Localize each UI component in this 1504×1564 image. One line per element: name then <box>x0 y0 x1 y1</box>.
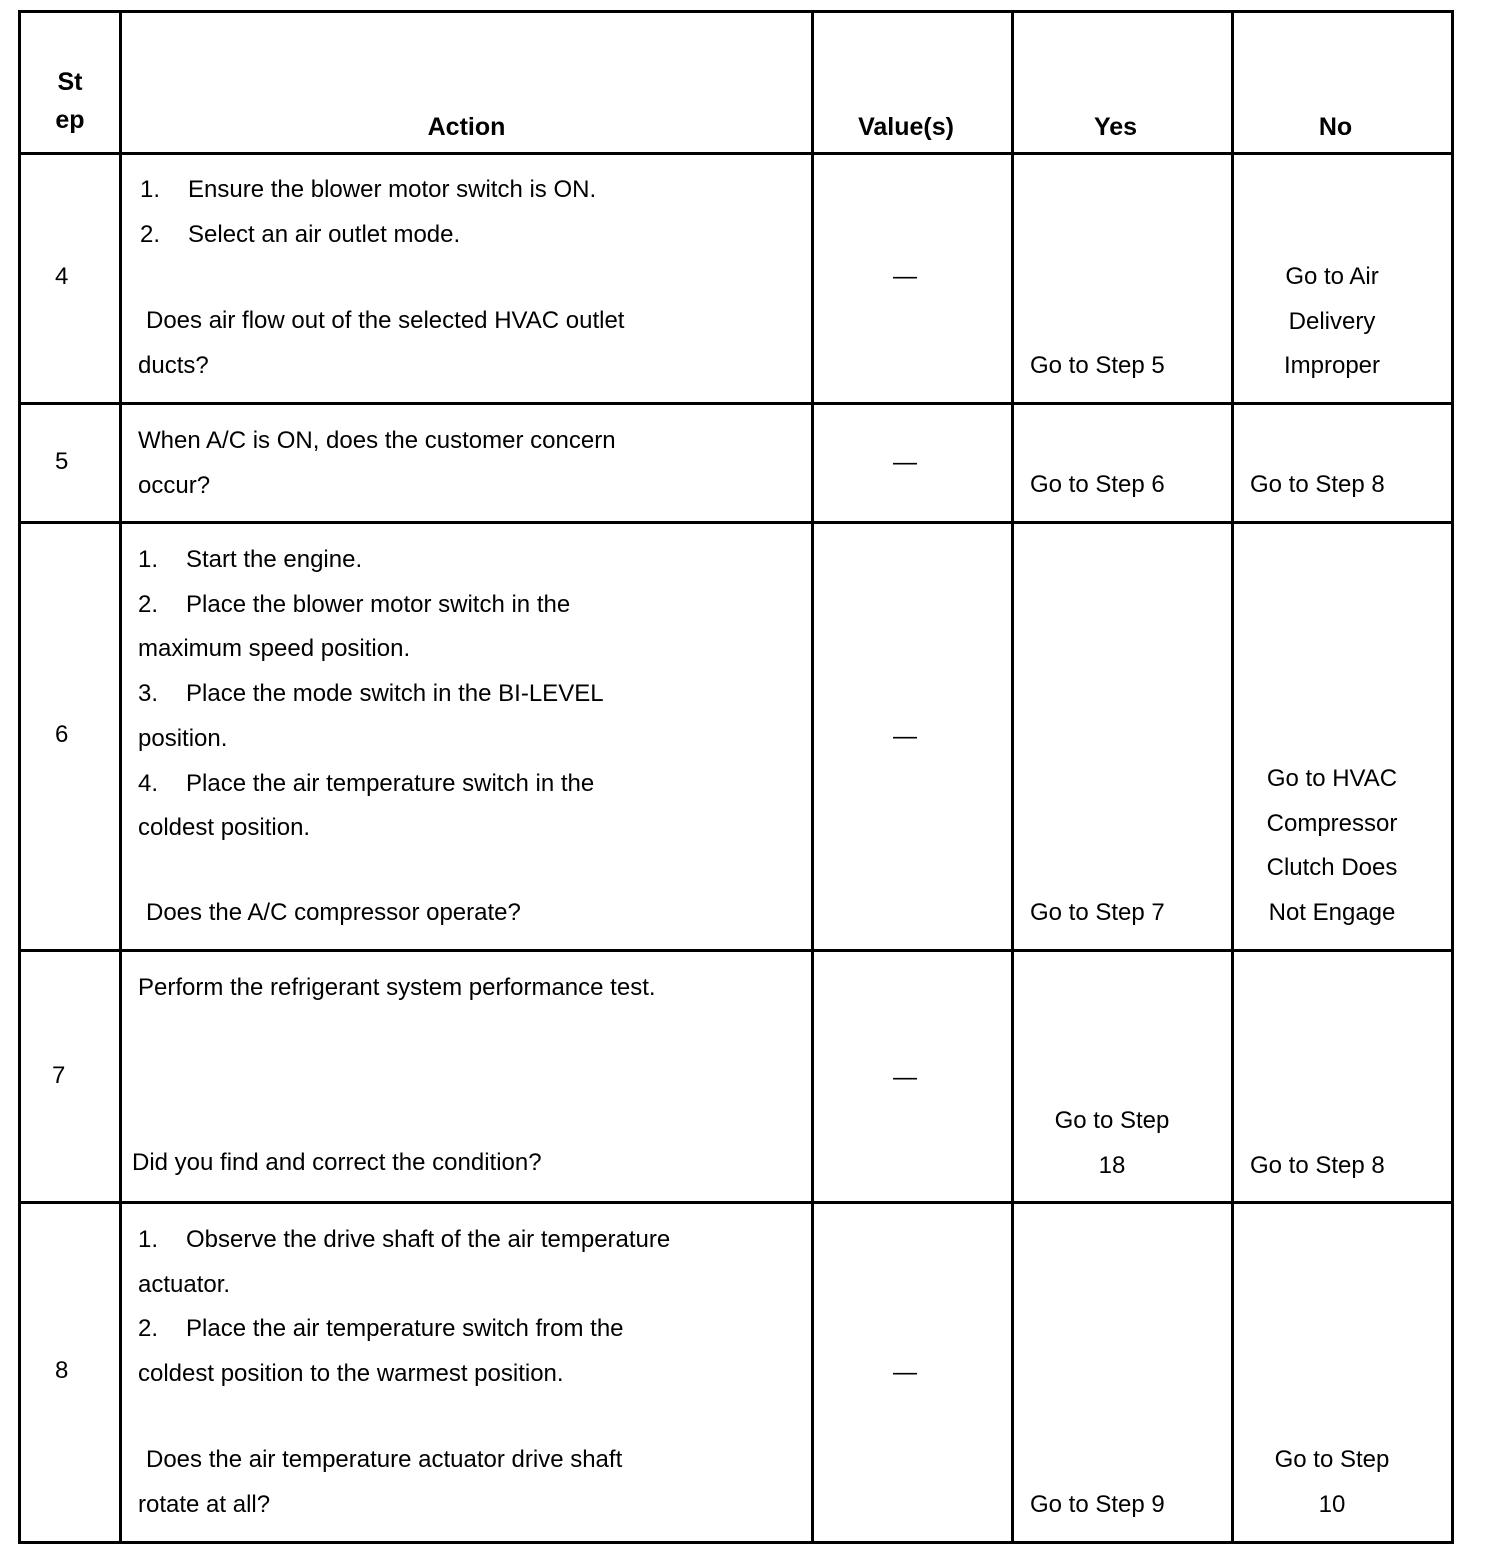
step-number: 5 <box>55 448 69 475</box>
header-step-line: St <box>57 68 83 96</box>
yes-link[interactable]: Go to Step 7 <box>1030 899 1165 926</box>
table-border-left <box>18 11 21 1544</box>
action-cell: When A/C is ON, does the customer concern occur? <box>138 427 616 499</box>
header-values: Value(s) <box>858 113 954 141</box>
row-divider <box>18 402 1454 405</box>
question-text: Does the A/C compressor operate? <box>146 899 521 926</box>
column-divider <box>1011 11 1014 1544</box>
action-cell <box>140 168 596 257</box>
list-item: 1. Start the engine. <box>138 546 363 573</box>
row-divider <box>18 521 1454 524</box>
header-action: Action <box>427 113 506 141</box>
yes-link[interactable]: Go to Step 5 <box>1030 352 1165 379</box>
step-number: 8 <box>55 1357 69 1384</box>
no-link[interactable]: Go to Step 8 <box>1250 1152 1385 1179</box>
yes-link[interactable]: Go to Step 6 <box>1030 471 1165 498</box>
no-link[interactable]: Go to HVAC Compressor Clutch Does Not Engage <box>1266 765 1398 927</box>
header-step-line: ep <box>55 106 85 134</box>
value-dash: — <box>893 263 917 290</box>
question-text: ducts? <box>138 352 209 379</box>
step-number: 6 <box>55 721 69 748</box>
row-divider <box>18 949 1454 952</box>
list-item: 2. Place the air temperature switch from the <box>138 1315 624 1343</box>
list-item: 2. Select an air outlet mode. <box>140 220 461 248</box>
step-number: 7 <box>52 1062 66 1089</box>
header-yes: Yes <box>1093 113 1138 141</box>
list-item: 1. Ensure the blower motor switch is ON. <box>140 176 597 203</box>
action-text: Perform the refrigerant system performance test. <box>138 974 656 1001</box>
list-item: 3. Place the mode switch in the BI-LEVEL <box>138 680 604 708</box>
column-divider <box>119 11 122 1544</box>
column-divider <box>811 11 814 1544</box>
list-item: 1. Observe the drive shaft of the air temperature <box>138 1226 671 1253</box>
question-text: Does air flow out of the selected HVAC outlet <box>146 307 625 334</box>
header-divider <box>18 152 1454 155</box>
step-number: 4 <box>55 263 69 290</box>
question-text: rotate at all? <box>138 1491 271 1518</box>
list-item: 4. Place the air temperature switch in the <box>138 769 595 797</box>
no-link[interactable]: Go to Step 8 <box>1250 471 1385 498</box>
yes-link[interactable]: Go to Step 18 <box>1054 1107 1170 1179</box>
table-border-top <box>18 10 1454 13</box>
question-text: Did you find and correct the condition? <box>132 1149 542 1176</box>
value-dash: — <box>893 1359 917 1386</box>
value-dash: — <box>893 1064 917 1091</box>
row-divider <box>18 1201 1454 1204</box>
table-border-bottom <box>18 1541 1454 1544</box>
yes-link[interactable]: Go to Step 9 <box>1030 1491 1165 1518</box>
value-dash: — <box>893 449 917 476</box>
value-dash: — <box>893 723 917 750</box>
header-step <box>21 63 119 139</box>
no-link[interactable]: Go to Air Delivery Improper <box>1283 263 1381 380</box>
header-no: No <box>1318 113 1353 141</box>
list-item: 2. Place the blower motor switch in the <box>138 590 571 618</box>
action-cell: 1. Start the engine. 2. Place the blower motor switch in the maximum speed position. 3. Place the mode switch in the BI-LEVEL position. 4. Place the air temperature switch in the coldest position. <box>138 538 604 851</box>
action-cell: 1. Observe the drive shaft of the air temperature actuator. 2. Place the air temperature switch from the coldest position to the warmest position. <box>138 1218 670 1397</box>
question-text: Does the air temperature actuator drive shaft <box>146 1446 623 1473</box>
no-link[interactable]: Go to Step 10 <box>1274 1446 1390 1518</box>
table-border-right <box>1451 11 1454 1544</box>
